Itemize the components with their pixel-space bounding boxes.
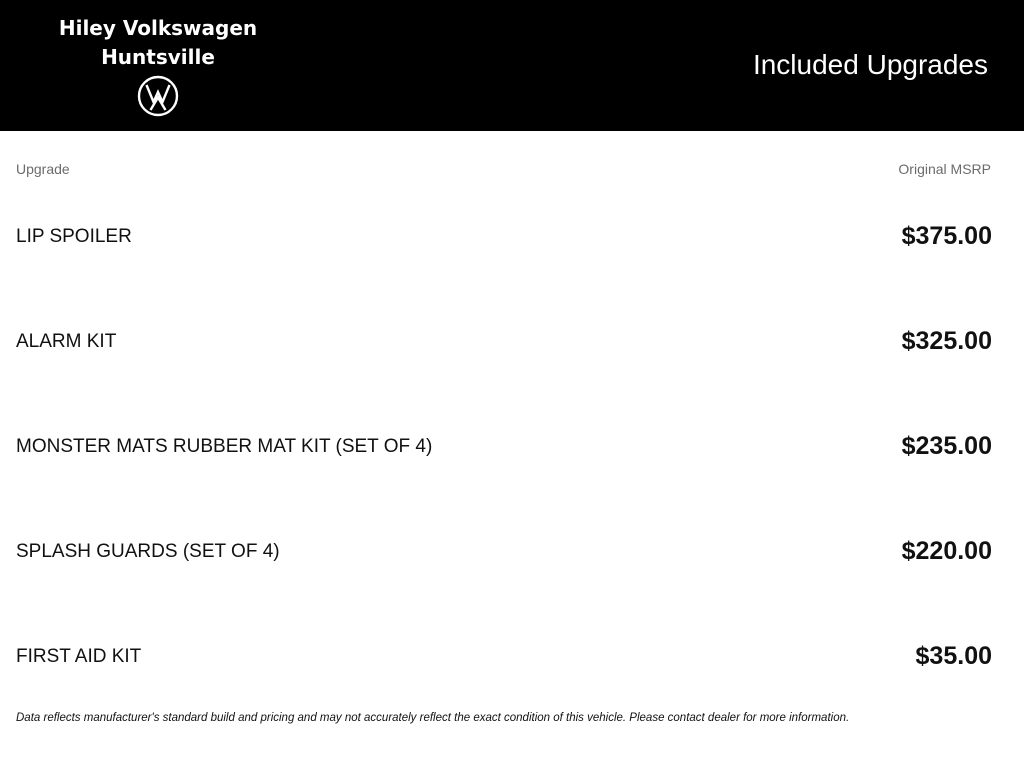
upgrade-row xyxy=(16,432,992,462)
upgrade-name: MONSTER MATS RUBBER MAT KIT (SET OF 4) xyxy=(16,436,433,457)
dealer-name-line1: Hiley Volkswagen xyxy=(58,16,258,40)
dealer-name-line2: Huntsville xyxy=(101,45,215,69)
upgrade-name: LIP SPOILER xyxy=(16,226,132,247)
upgrade-row xyxy=(16,222,992,252)
upgrade-row xyxy=(16,537,992,567)
upgrade-name: SPLASH GUARDS (SET OF 4) xyxy=(16,541,280,562)
upgrade-price: $325.00 xyxy=(901,327,992,355)
column-header-msrp: Original MSRP xyxy=(898,161,991,177)
disclaimer-text: Data reflects manufacturer's standard build and pricing and may not accurately reflect the exact condition of this vehicle. Please contact dealer for more information. xyxy=(16,712,850,724)
upgrade-row xyxy=(16,642,992,672)
upgrade-name: FIRST AID KIT xyxy=(16,646,142,667)
upgrade-price: $220.00 xyxy=(901,537,992,565)
upgrade-row xyxy=(16,327,992,357)
upgrade-price: $35.00 xyxy=(915,642,992,670)
column-header-upgrade: Upgrade xyxy=(16,161,70,177)
header-bar xyxy=(0,0,1024,131)
volkswagen-logo-icon xyxy=(137,75,179,117)
dealer-name xyxy=(58,14,258,72)
upgrade-price: $375.00 xyxy=(901,222,992,250)
upgrade-name: ALARM KIT xyxy=(16,331,117,352)
page-title: Included Upgrades xyxy=(752,49,988,80)
upgrade-price: $235.00 xyxy=(901,432,992,460)
